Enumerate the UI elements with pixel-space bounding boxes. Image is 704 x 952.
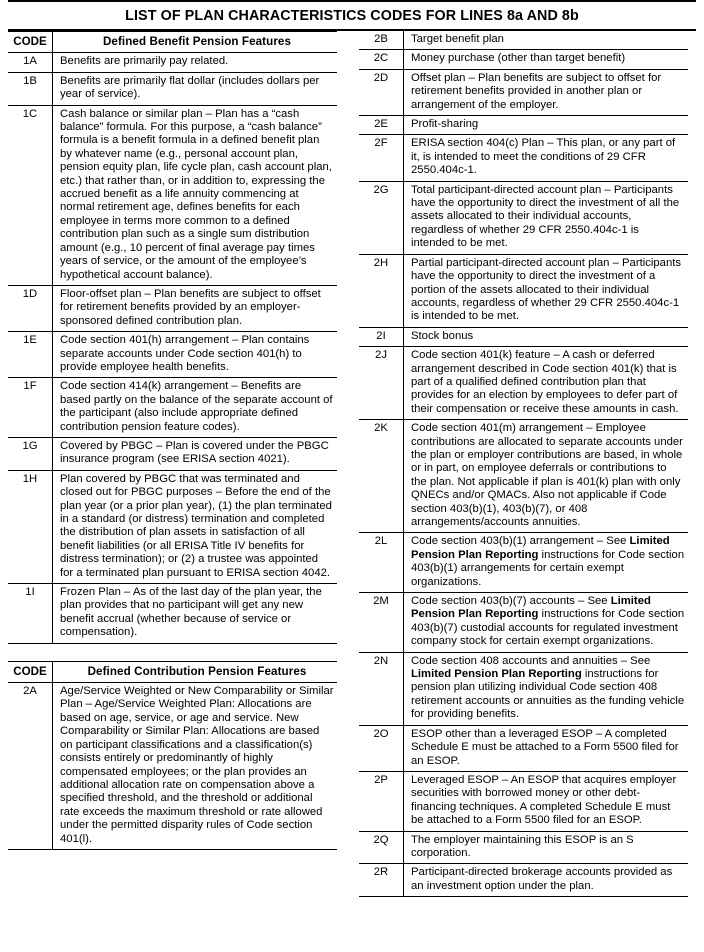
right-column — [359, 31, 688, 897]
table-row — [359, 181, 688, 254]
table-row — [8, 378, 337, 438]
table-row — [359, 327, 688, 346]
table-row — [359, 864, 688, 897]
defined-benefit-rows — [8, 53, 337, 643]
cell-code: 2D — [359, 69, 404, 115]
cell-code: 2B — [359, 31, 404, 50]
table-header-row — [8, 661, 337, 682]
table-row — [359, 420, 688, 533]
defined-contribution-continued-rows — [359, 31, 688, 897]
cell-code: 1D — [8, 285, 53, 331]
cell-code: 1B — [8, 72, 53, 105]
cell-description: Frozen Plan – As of the last day of the plan year, the plan provides that no participant will get any new benefit accrual (whether because of service or compensation). — [53, 584, 338, 644]
emphasis-text: Limited Pension Plan Reporting — [411, 668, 582, 681]
column-header-code: CODE — [8, 661, 53, 682]
cell-code: 1G — [8, 437, 53, 470]
table-row — [359, 652, 688, 725]
cell-description: Cash balance or similar plan – Plan has a “cash balance” formula. For this purpose, a “cash balance” formula is a benefit formula in a defined benefit plan by whatever name (e.g., personal account plan, pension equity plan, life cycle plan, cash account plan, etc.) that rather than, or in addition to, expressing the accrued benefit as a life annuity commencing at normal retirement age, defines benefits for each employee in terms more common to a defined contribution plan such as a single sum distribution amount (e.g., 10 percent of final average pay times years of service, or the amount of the employee’s hypothetical account balance). — [53, 105, 338, 285]
cell-code: 2M — [359, 593, 404, 653]
cell-description: Benefits are primarily flat dollar (includes dollars per year of service). — [53, 72, 338, 105]
defined-benefit-table — [8, 31, 337, 644]
table-row — [359, 31, 688, 50]
cell-description — [404, 593, 689, 653]
cell-description: Code section 401(k) feature – A cash or deferred arrangement described in Code section 401(k) that is part of a qualified defined contribution plan that provides for an election by employees to defer part of their compensation or receive these amounts in cash. — [404, 347, 689, 420]
body-text: instructions for Code section 403(b)(1) arrangements for certain exempt organizations. — [411, 548, 685, 588]
cell-description: Profit-sharing — [404, 116, 689, 135]
cell-description: Age/Service Weighted or New Comparability or Similar Plan – Age/Service Weighted Plan: Allocations are based on age, service, or age and service. New Comparability or Similar Plan: Allocations are based on participant classifications and a classification(s) consists entirely or predominantly of highly compensated employees; or the plan provides an additional allocation rate on compensation above a specified threshold, and the threshold or additional rate exceeds the maximum threshold or rate allowed under the permitted disparity rules of Code section 401(l). — [53, 683, 338, 850]
table-row — [8, 72, 337, 105]
table-row — [8, 584, 337, 644]
cell-code: 1F — [8, 378, 53, 438]
defined-contribution-continued-table — [359, 31, 688, 897]
body-text: Code section 408 accounts and annuities – See — [411, 654, 651, 667]
cell-code: 1E — [8, 332, 53, 378]
cell-description: Covered by PBGC – Plan is covered under the PBGC insurance program (see ERISA section 4021). — [53, 437, 338, 470]
cell-code: 1I — [8, 584, 53, 644]
cell-description: Benefits are primarily pay related. — [53, 53, 338, 72]
cell-description: Offset plan – Plan benefits are subject to offset for retirement benefits provided in another plan or arrangement of the employer. — [404, 69, 689, 115]
table-row — [8, 285, 337, 331]
cell-code: 2E — [359, 116, 404, 135]
defined-contribution-table — [8, 661, 337, 850]
body-text: instructions for pension plan utilizing individual Code section 408 retirement accounts or annuities as the funding vehicle for providing benefits. — [411, 668, 685, 721]
table-row — [359, 533, 688, 593]
section-gap — [8, 644, 337, 661]
table-row — [359, 593, 688, 653]
table-row — [8, 332, 337, 378]
cell-description: Code section 414(k) arrangement – Benefits are based partly on the balance of the separate account of the participant (also include appropriate defined contribution pension feature codes). — [53, 378, 338, 438]
cell-code: 2Q — [359, 831, 404, 864]
cell-code: 2C — [359, 50, 404, 69]
defined-contribution-table-body — [8, 661, 337, 682]
table-row — [359, 69, 688, 115]
table-header-row — [8, 32, 337, 53]
defined-contribution-rows — [8, 683, 337, 850]
cell-description: Participant-directed brokerage accounts provided as an investment option under the plan. — [404, 864, 689, 897]
body-text: Code section 403(b)(1) arrangement – See — [411, 535, 630, 548]
table-row — [8, 470, 337, 583]
cell-code: 2N — [359, 652, 404, 725]
cell-code: 2K — [359, 420, 404, 533]
table-row — [359, 50, 688, 69]
emphasis-text: Limited Pension Plan Reporting — [411, 595, 651, 621]
emphasis-text: Limited Pension Plan Reporting — [411, 535, 670, 561]
defined-benefit-table-body — [8, 32, 337, 53]
cell-code: 2I — [359, 327, 404, 346]
cell-code: 2O — [359, 725, 404, 771]
cell-description: Partial participant-directed account plan – Participants have the opportunity to direct the investment of a portion of the assets allocated to their individual accounts, regardless of whether 29 CFR 2550.404c-1 is intended to be met. — [404, 254, 689, 327]
table-row — [359, 254, 688, 327]
cell-description: Stock bonus — [404, 327, 689, 346]
cell-description — [404, 652, 689, 725]
cell-description: Money purchase (other than target benefit) — [404, 50, 689, 69]
cell-code: 2R — [359, 864, 404, 897]
body-text: instructions for Code section 403(b)(7) custodial accounts for regulated investment company stock for certain exempt organizations. — [411, 608, 685, 648]
two-column-layout — [8, 31, 696, 897]
cell-code: 2G — [359, 181, 404, 254]
cell-code: 2L — [359, 533, 404, 593]
table-row — [359, 831, 688, 864]
cell-code: 2J — [359, 347, 404, 420]
cell-description: Target benefit plan — [404, 31, 689, 50]
cell-description: Code section 401(m) arrangement – Employee contributions are allocated to separate accounts under the plan or employer contributions are based, in whole or in part, on employee deferrals or contributions to the plan. Not applicable if plan is 401(k) plan with only QNECs and/or QMACs. Also not applicable if Code section 403(b)(1), 403(b)(7), or 408 arrangements/accounts annuities. — [404, 420, 689, 533]
page-title: LIST OF PLAN CHARACTERISTICS CODES FOR LINES 8a AND 8b — [125, 7, 579, 24]
document-title-bar — [8, 0, 696, 31]
table-row — [359, 135, 688, 181]
column-header-code: CODE — [8, 32, 53, 53]
cell-code: 2H — [359, 254, 404, 327]
cell-description: Floor-offset plan – Plan benefits are subject to offset for retirement benefits provided by an employer-sponsored defined contribution plan. — [53, 285, 338, 331]
cell-code: 1C — [8, 105, 53, 285]
table-row — [359, 116, 688, 135]
table-row — [359, 347, 688, 420]
table-row — [8, 437, 337, 470]
cell-description: ERISA section 404(c) Plan – This plan, or any part of it, is intended to meet the conditions of 29 CFR 2550.404c-1. — [404, 135, 689, 181]
table-row — [8, 105, 337, 285]
cell-code: 1A — [8, 53, 53, 72]
table-row — [359, 771, 688, 831]
cell-code: 2A — [8, 683, 53, 850]
column-header-description: Defined Contribution Pension Features — [53, 661, 338, 682]
cell-description — [404, 533, 689, 593]
cell-code: 2F — [359, 135, 404, 181]
cell-description: Total participant-directed account plan – Participants have the opportunity to direct the investment of all the assets allocated to their individual accounts, regardless of whether 29 CFR 2550.404c-1 is intended to be met. — [404, 181, 689, 254]
cell-description: Leveraged ESOP – An ESOP that acquires employer securities with borrowed money or other debt-financing techniques. A completed Schedule E must be attached to a Form 5500 filed for an ESOP. — [404, 771, 689, 831]
cell-description: Code section 401(h) arrangement – Plan contains separate accounts under Code section 401(h) to provide employee health benefits. — [53, 332, 338, 378]
cell-description: Plan covered by PBGC that was terminated and closed out for PBGC purposes – Before the end of the plan year (or a prior plan year), (1) the plan terminated in a standard (or distress) termination and completed the distribution of plan assets in satisfaction of all benefit liabilities (or all ERISA Title IV benefits for distress termination); or (2) a trustee was appointed for a terminated plan pursuant to ERISA section 4042. — [53, 470, 338, 583]
cell-description: ESOP other than a leveraged ESOP – A completed Schedule E must be attached to a Form 5500 filed for an ESOP. — [404, 725, 689, 771]
table-row — [8, 683, 337, 850]
table-row — [8, 53, 337, 72]
cell-code: 2P — [359, 771, 404, 831]
left-column — [8, 31, 337, 850]
table-row — [359, 725, 688, 771]
cell-description: The employer maintaining this ESOP is an S corporation. — [404, 831, 689, 864]
cell-code: 1H — [8, 470, 53, 583]
body-text: Code section 403(b)(7) accounts – See — [411, 595, 611, 608]
column-header-description: Defined Benefit Pension Features — [53, 32, 338, 53]
